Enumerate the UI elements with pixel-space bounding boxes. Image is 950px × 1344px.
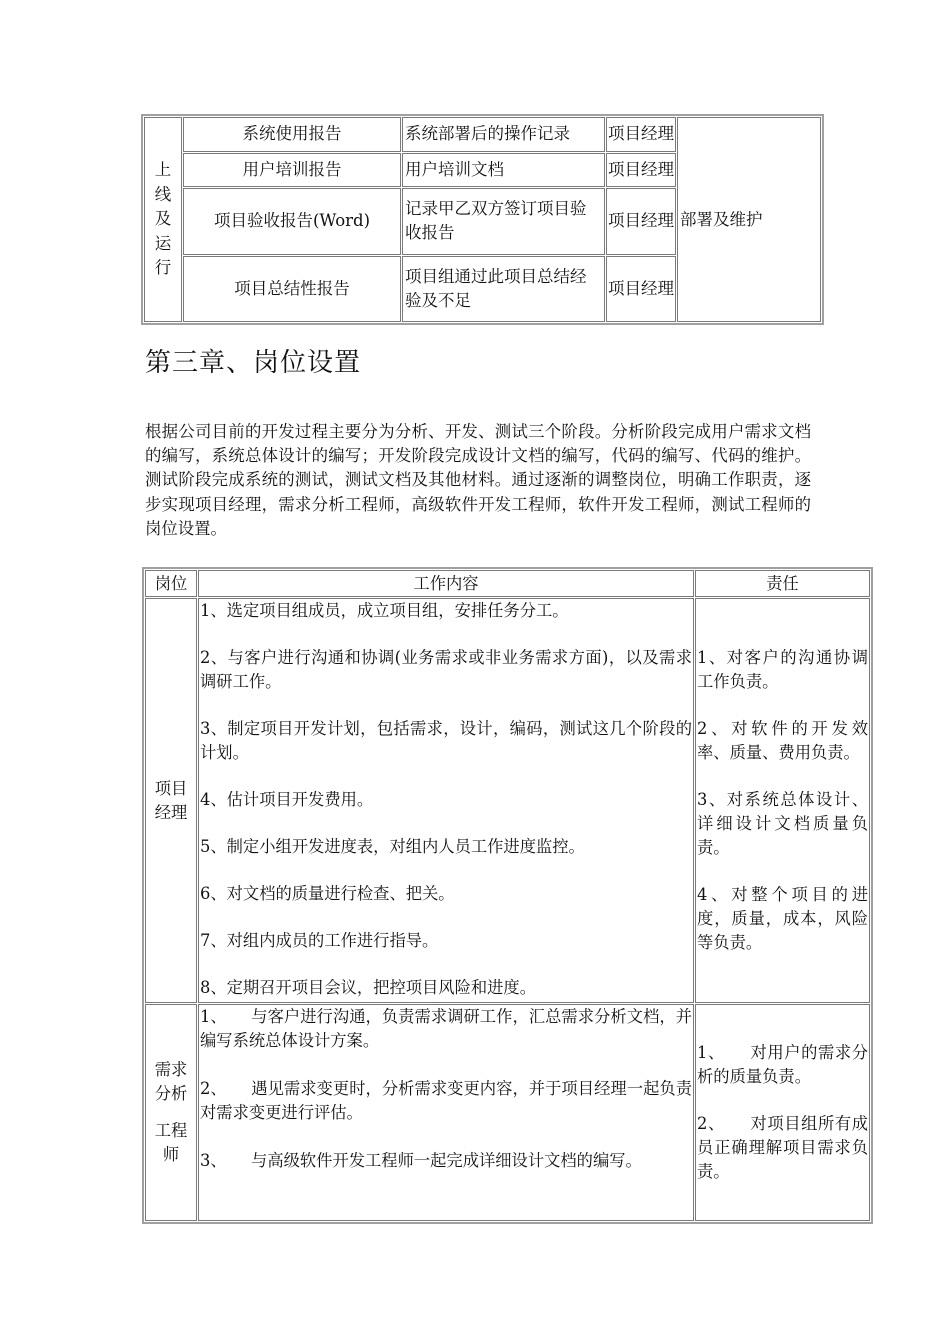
resp-item: 3、对系统总体设计、详细设计文档质量负责。	[697, 790, 868, 857]
phase-char: 线	[154, 184, 172, 204]
intro-paragraph: 根据公司目前的开发过程主要分为分析、开发、测试三个阶段。分析阶段完成用户需求文档的编写，系统总体设计的编写；开发阶段完成设计文档的编写，代码的编写、代码的维护。测试阶段完成系统的测试，测试文档及其他材料。通过逐渐的调整岗位，明确工作职责，逐步实现项目经理，需求分析工程师，高级软件开发工程师，软件开发工程师，测试工程师的岗位设置。	[145, 422, 811, 538]
doc-desc-cell: 记录甲乙双方签订项目验收报告	[402, 188, 605, 254]
resp-item: 2、对软件的开发效率、质量、费用负责。	[697, 719, 868, 762]
work-item: 7、对组内成员的工作进行指导。	[200, 931, 439, 950]
header-work: 工作内容	[198, 570, 694, 597]
doc-owner-cell: 项目经理	[606, 117, 676, 152]
resp-item: 1、 对用户的需求分析的质量负责。	[697, 1043, 868, 1086]
work-item: 2、与客户进行沟通和协调(业务需求或非业务需求方面)，以及需求调研工作。	[200, 648, 692, 691]
doc-desc-cell: 用户培训文档	[402, 153, 605, 188]
post-line: 分析	[154, 1084, 188, 1103]
post-cell-pm: 项目经理	[145, 598, 197, 1003]
doc-owner-cell: 项目经理	[606, 256, 676, 322]
doc-name-cell: 系统使用报告	[183, 117, 401, 152]
work-item: 3、 与高级软件开发工程师一起完成详细设计文档的编写。	[200, 1151, 642, 1170]
doc-owner-cell: 项目经理	[606, 153, 676, 188]
doc-desc-cell: 项目组通过此项目总结经验及不足	[402, 256, 605, 322]
resp-item: 1、对客户的沟通协调工作负责。	[697, 648, 868, 691]
work-item: 1、选定项目组成员，成立项目组，安排任务分工。	[200, 601, 569, 620]
chapter-title: 第三章、岗位设置	[145, 348, 362, 378]
doc-name-cell: 项目总结性报告	[183, 256, 401, 322]
resp-cell-pm	[695, 598, 870, 1003]
phase-char: 上	[154, 160, 172, 180]
doc-owner-cell: 项目经理	[606, 188, 676, 254]
phase-cell	[144, 117, 182, 322]
doc-name-cell: 项目验收报告(Word)	[183, 188, 401, 254]
doc-desc-cell: 系统部署后的操作记录	[402, 117, 605, 152]
phase-char: 及	[154, 209, 172, 229]
post-line: 师	[162, 1145, 180, 1164]
work-item: 5、制定小组开发进度表，对组内人员工作进度监控。	[200, 837, 585, 856]
work-item: 3、制定项目开发计划，包括需求，设计，编码，测试这几个阶段的计划。	[200, 719, 692, 762]
doc-name-cell: 用户培训报告	[183, 153, 401, 188]
work-item: 2、 遇见需求变更时，分析需求变更内容，并于项目经理一起负责对需求变更进行评估。	[200, 1079, 692, 1122]
phase-char: 行	[154, 258, 172, 278]
position-table	[142, 567, 873, 1224]
header-post: 岗位	[145, 570, 197, 597]
header-resp: 责任	[695, 570, 870, 597]
post-cell-ra	[145, 1004, 197, 1221]
work-cell-pm	[198, 598, 694, 1003]
stage-cell: 部署及维护	[677, 117, 821, 322]
work-cell-ra	[198, 1004, 694, 1221]
resp-item: 2、 对项目组所有成员正确理解项目需求负责。	[697, 1114, 868, 1181]
resp-cell-ra	[695, 1004, 870, 1221]
post-line: 工程	[154, 1120, 188, 1140]
work-item: 1、 与客户进行沟通，负责需求调研工作，汇总需求分析文档，并编写系统总体设计方案。	[200, 1007, 692, 1050]
deployment-docs-table	[141, 114, 824, 325]
phase-char: 运	[154, 233, 172, 253]
work-item: 8、定期召开项目会议，把控项目风险和进度。	[200, 978, 536, 997]
resp-item: 4、对整个项目的进度，质量，成本，风险等负责。	[697, 885, 868, 952]
work-item: 4、估计项目开发费用。	[200, 790, 374, 809]
post-line: 需求	[154, 1059, 188, 1079]
work-item: 6、对文档的质量进行检查、把关。	[200, 884, 455, 903]
